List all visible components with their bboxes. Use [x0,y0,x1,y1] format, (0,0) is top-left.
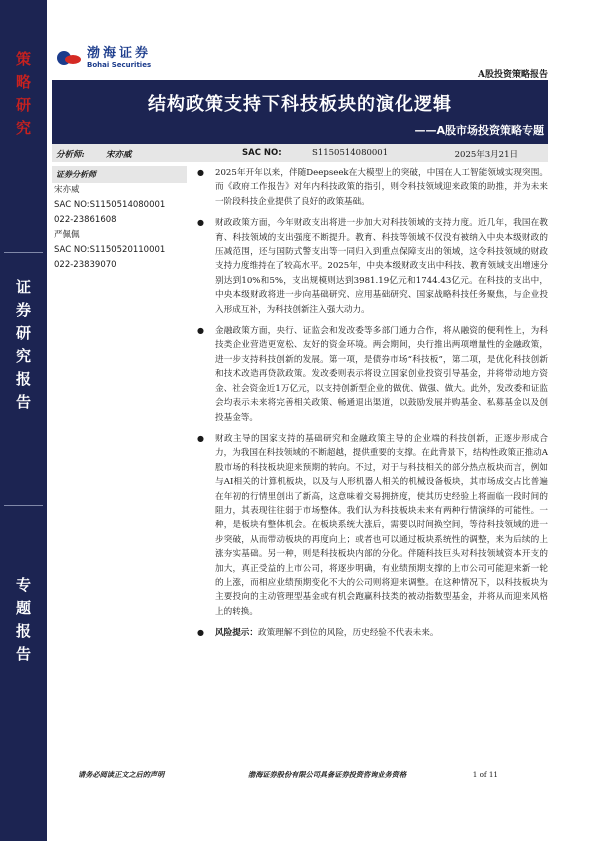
body-paragraph [195,324,548,425]
analyst-name: 宋亦威 [106,150,132,160]
logo-mark-icon [57,49,83,67]
sidebar-char: 告 [15,393,31,411]
analyst-sac: SAC NO:S1150520110001 [54,245,166,255]
paragraph-text: 财政政策方面，今年财政支出将进一步加大对科技领域的支持力度。近几年，我国在教育、科技领域的支出强度不断提升。教育、科技等领域不仅没有被纳入中央本级财政的压减范围，还与国防式警支出等一同归入到重点保障支出的领域，这令科技领域的财政支持力度维持在了较高水平。2025年，中央本级财政支出中科技、教育领域支出增速分别达到10%和5%，支出规模则达到3981.19亿元和1744.43亿元。在科技的支出中，中央本级财政将进一步向基础研究、应用基础研究、国家战略科技任务聚焦，与企业投入形成互补，为科技创新注入强大动力。 [215,218,548,315]
bullet-icon: ● [197,433,204,443]
analyst-label: 分析师: [56,150,85,160]
analyst-name: 宋亦威 [54,185,80,195]
analyst-phone: 022-23861608 [54,215,117,225]
meta-row [52,144,548,162]
sidebar-char: 报 [15,622,31,640]
footer-disclaimer: 请务必阅读正文之后的声明 [78,770,165,779]
document-type: A股投资策略报告 [478,70,548,80]
sidebar-char: 究 [15,119,31,137]
sidebar-char: 研 [15,96,31,114]
risk-text: 政策理解不到位的风险，历史经验不代表未来。 [257,628,439,639]
paragraph-text: 金融政策方面，央行、证监会和发改委等多部门通力合作，将从融资的便利性上，为科技类企业营造更宽松、友好的资金环境。两会期间，央行推出两项增量性的金融政策，进一步支持科技创新的发展。第一项，是债券市场“科技板”，第二项，是优化科技创新和技术改造再贷款政策。发改委则表示将设立国家创业投资引导基金，并将带动地方资金、社会资金近1万亿元，以支持创新型企业的做优、做强、做大。此外，发改委和证监会均表示未来将完善相关政策、畅通退出渠道，以鼓励发展并购基金、私募基金以及创投基金等。 [215,326,548,423]
paragraph-text: 财政主导的国家支持的基础研究和金融政策主导的企业端的科技创新，正逐步形成合力，为我国在科技领域的不断超越，提供重要的支撑。在此背景下，结构性政策正推动A股市场的科技板块迎来预期的转向。不过，对于与科技相关的部分热点板块而言，例如与AI相关的计算机板块，以及与人形机器人相关的机械设备板块，其市场成交占比普遍在年初的行情里创出了新高，这意味着交易拥挤度，使其历史经验上将面临一段时间的阻力，其表现往往弱于市场整体。我们认为科技板块未来有两种行情演绎的可能性。一种，是板块有整体机会。在板块系统大涨后，需要以时间换空间，等待科技领域的进一步突破，从而带动板块的再度向上；或者也可以通过板块系统性的调整，来为后续的上涨夯实基础。另一种，则是科技板块内部的分化。伴随科技巨头对科技领域资本开支的加大，真正受益的上市公司，将逐步明确，有业绩预期支撑的上市公司可能迎来新一轮的上涨，而相应业绩预期变化不大的公司则将迎来调整。在这种情况下，以科技板块为主要投向的主动管理型基金或有机会跑赢科技类的被动指数型基金，并将从而迎来风格上的转换。 [215,433,548,617]
sidebar-divider [4,252,43,253]
report-body [195,166,548,648]
analyst-panel [52,166,187,273]
paragraph-text: 2025年开年以来，伴随Deepseek在大模型上的突破，中国在人工智能领域实现突围。而《政府工作报告》对年内科技政策的指引，则令科技领域迎来政策的助推，并为未来一阶段科技企业提供了良好的政策基础。 [215,168,548,207]
sidebar-char: 题 [15,599,31,617]
sidebar-label-strategy [0,48,47,140]
sidebar [0,0,47,841]
sac-number: S1150514080001 [312,148,389,158]
footer-company: 渤海证券股份有限公司具备证券投资咨询业务资格 [248,770,407,779]
body-paragraph [195,216,548,317]
sidebar-divider [4,505,43,506]
company-logo [57,46,151,70]
bullet-icon: ● [197,168,204,177]
bullet-icon: ● [197,326,204,336]
page-subtitle: ——A股市场投资策略专题 [414,124,544,137]
sidebar-label-special [0,574,47,666]
bullet-icon: ● [197,218,204,228]
bullet-icon: ● [197,628,204,638]
risk-warning [195,626,548,640]
body-paragraph [195,166,548,209]
analyst-sac: SAC NO:S1150514080001 [54,200,166,210]
sidebar-char: 研 [15,324,31,342]
analyst-name: 严佩佩 [54,230,80,240]
logo-name-en: Bohai Securities [87,61,152,69]
title-banner [52,82,548,144]
sidebar-char: 报 [15,370,31,388]
report-date: 2025年3月21日 [454,150,518,160]
sidebar-char: 策 [15,50,31,68]
sac-label: SAC NO: [242,148,282,158]
page-number: 1 of 11 [472,770,498,779]
sidebar-char: 专 [15,576,31,594]
sidebar-char: 究 [15,347,31,365]
body-paragraph [195,432,548,619]
sidebar-label-report [0,276,47,414]
logo-name-cn: 渤海证券 [87,46,152,61]
sidebar-char: 券 [15,301,31,319]
sidebar-char: 略 [15,73,31,91]
analyst-panel-heading: 证券分析师 [52,166,187,183]
analyst-phone: 022-23839070 [54,260,117,270]
sidebar-char: 告 [15,645,31,663]
page-title: 结构政策支持下科技板块的演化逻辑 [148,94,452,115]
risk-label: 风险提示： [215,628,258,639]
sidebar-char: 证 [15,278,31,296]
